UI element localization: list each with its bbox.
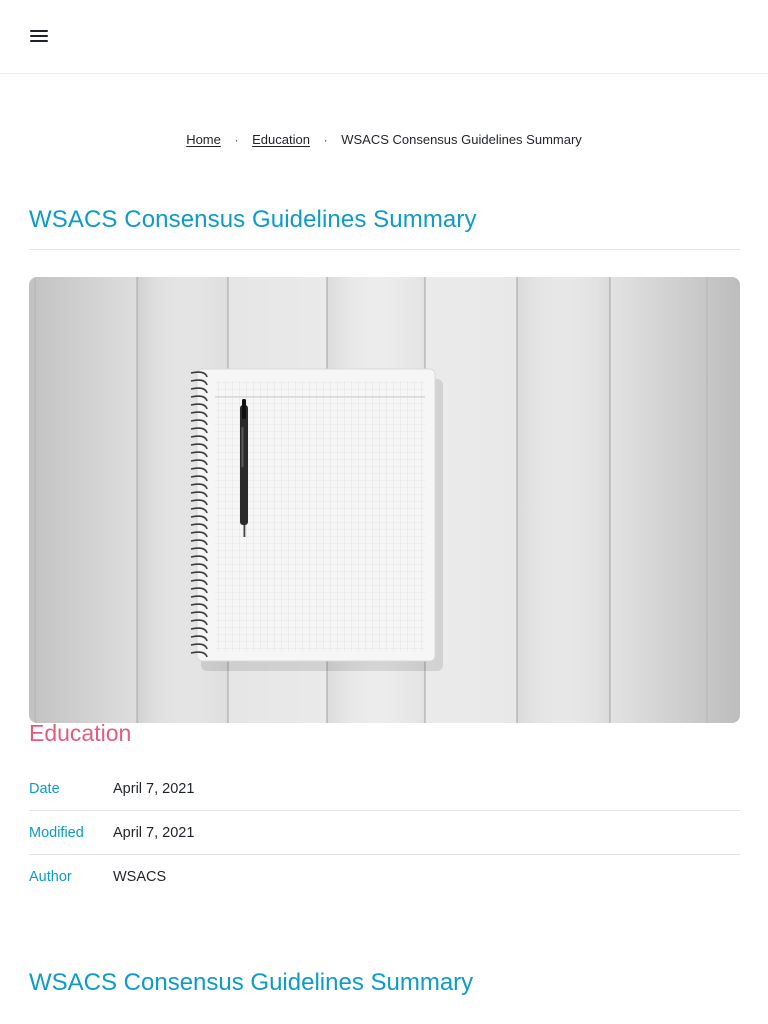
meta-value: April 7, 2021 [113, 824, 195, 841]
featured-image [29, 277, 740, 723]
post-category[interactable]: Education [29, 720, 132, 746]
meta-label: Modified [29, 824, 84, 841]
breadcrumb-separator: · [234, 133, 239, 147]
meta-row-author [29, 855, 740, 899]
meta-row-date [29, 767, 740, 811]
breadcrumb-current: WSACS Consensus Guidelines Summary [341, 132, 582, 147]
hamburger-menu-icon[interactable] [28, 26, 50, 46]
meta-value: WSACS [113, 869, 167, 885]
breadcrumb-category-link[interactable]: Education [252, 132, 310, 147]
content-heading: WSACS Consensus Guidelines Summary [29, 969, 474, 996]
meta-row-modified [29, 811, 740, 855]
meta-label: Date [29, 780, 60, 797]
site-header [0, 0, 768, 74]
post-meta-table [29, 767, 740, 899]
meta-label: Author [29, 869, 72, 885]
page-title: WSACS Consensus Guidelines Summary [29, 206, 477, 233]
breadcrumb-home-link[interactable]: Home [186, 132, 221, 147]
breadcrumb [0, 132, 768, 147]
title-divider [29, 249, 740, 250]
meta-value: April 7, 2021 [113, 780, 195, 797]
breadcrumb-separator: · [323, 133, 328, 147]
